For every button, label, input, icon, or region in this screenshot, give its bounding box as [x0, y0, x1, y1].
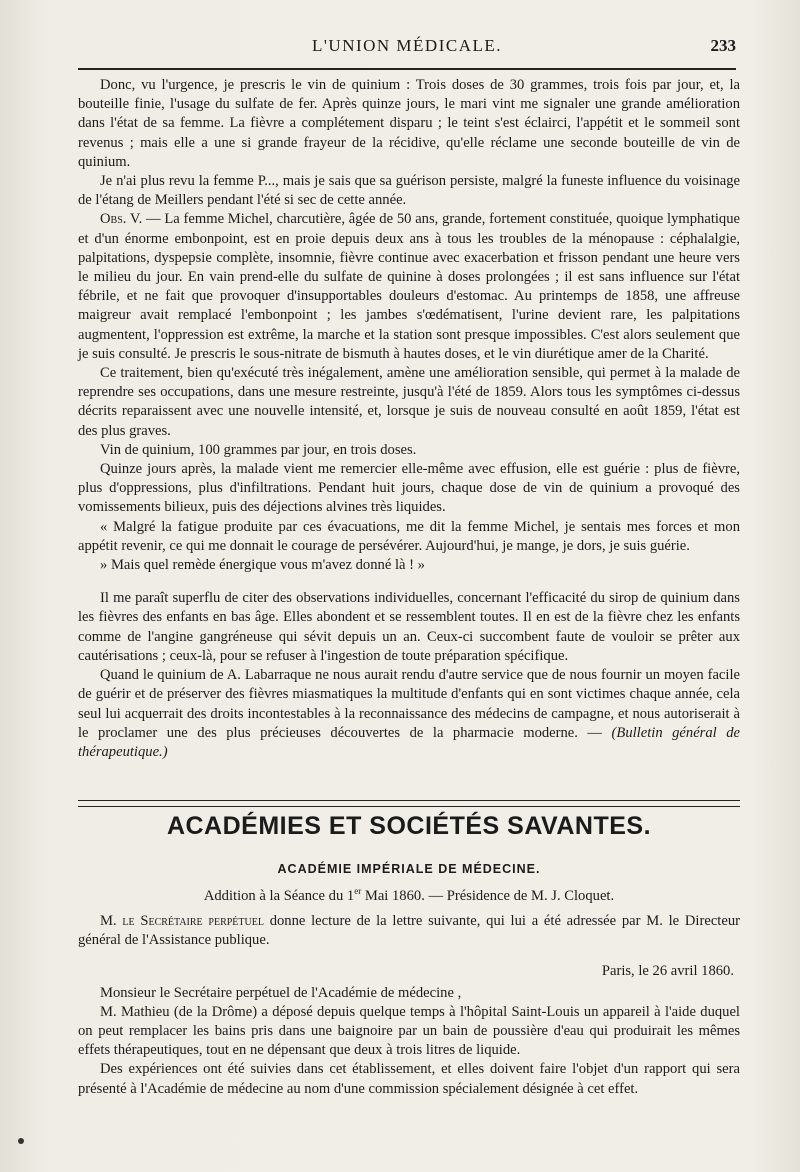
- paragraph: Quinze jours après, la malade vient me remercier elle-même avec effusion, elle est guérie : plus de fièvre, plus d'oppressions, plus d'infiltrations. Pendant huit jours, chaque dose de vin de quinium a provoqué des vomissements bilieux, puis des déjections alvines très liquides.: [78, 461, 740, 516]
- session-heading: [78, 886, 740, 905]
- letter-paragraph: M. Mathieu (de la Drôme) a déposé depuis quelque temps à l'hôpital Saint-Louis un appareil à l'aide duquel on peut remplacer les bains pris dans une baignoire par un bain de poussière d'eau qui produirait les mêmes effets thérapeutiques, tout en ne dépensant que deux à trois litres de liquide.: [78, 1003, 740, 1059]
- paragraph: Vin de quinium, 100 grammes par jour, en trois doses.: [100, 441, 417, 458]
- session-prefix: Addition à la Séance du 1: [203, 887, 355, 904]
- session-sup: er: [354, 886, 362, 896]
- paragraph: Je n'ai plus revu la femme P..., mais je sais que sa guérison persiste, malgré la funeste influence du voisinage de l'étang de Meillers pendant l'été si sec de cette année.: [78, 173, 740, 209]
- observation-label: Obs. V.: [100, 211, 143, 228]
- citation: (Bulletin général de thérapeutique.): [78, 724, 740, 760]
- letter-intro-m: M.: [100, 913, 123, 929]
- paragraph: Donc, vu l'urgence, je prescris le vin de quinium : Trois doses de 30 grammes, trois fois par jour, et, la bouteille finie, l'usage du sulfate de fer. Après quinze jours, le mari vint me signaler une grande amélioration dans l'état de sa femme. La fièvre a complétement disparu ; le teint s'est éclairci, l'appétit et le sommeil sont revenus ; mais elle a une si grande frayeur de la récidive, qu'elle réclame une seconde bouteille de vin de quinium.: [78, 77, 740, 170]
- running-head: L'UNION MÉDICALE.: [311, 36, 503, 55]
- section-divider: [78, 800, 740, 807]
- quotation: » Mais quel remède énergique vous m'avez donné là ! »: [100, 557, 425, 574]
- page-header: [78, 36, 736, 64]
- quotation: « Malgré la fatigue produite par ces évacuations, me dit la femme Michel, je sentais mes forces et mon appétit revenir, ce qui me donnait le courage de persévérer. Aujourd'hui, je mange, je dors, je suis guérie.: [78, 518, 740, 554]
- conclusion-text: Quand le quinium de A. Labarraque ne nous aurait rendu d'autre service que de nous fournir un moyen facile de guérir et de préserver des fièvres miasmatiques la multitude d'enfants qui en sont victimes chaque année, cela seul lui acquerrait des droits incontestables à la reconnaissance des médecins de campagne, et nous autoriserait à le proclamer une des plus précieuses découvertes de la pharmacie moderne. —: [78, 667, 740, 741]
- letter-date: Paris, le 26 avril 1860.: [601, 963, 734, 980]
- letter-intro: [78, 912, 740, 950]
- article-body: [78, 76, 740, 762]
- page-number: 233: [710, 36, 736, 55]
- letter-intro-role: le Secrétaire perpétuel: [122, 913, 264, 929]
- paragraph-conclusion: [78, 666, 740, 762]
- letter-intro-rest: donne lecture de la lettre suivante, qui lui a été adressée par M. le Directeur général de l'Assistance publique.: [78, 913, 740, 949]
- observation-text: — La femme Michel, charcutière, âgée de 50 ans, grande, fortement constituée, quoique lymphatique et d'un énorme embonpoint, est en proie depuis deux ans à tous les troubles de la ménopause : céphalalgie, palpitations, dyspepsie complète, insomnie, fièvre continue avec exacerbation et frisson pendant une heure vers le milieu du jour. En vain prend-elle du sulfate de quinine à doses prolongées ; il est sans influence sur l'état fébrile, et ne fait que provoquer d'insupportables douleurs d'estomac. Au printemps de 1858, une affreuse maigreur avait remplacé l'embonpoint ; les jambes s'œdématisent, l'urine devient rare, les palpitations augmentent, l'oppression est extrême, la marche et la station sont presque impossibles. C'est alors seulement que je suis consulté. Je prescris le sous-nitrate de bismuth à hautes doses, et le vin diurétique amer de la Charité.: [78, 211, 741, 362]
- paragraph: Ce traitement, bien qu'exécuté très inégalement, amène une amélioration sensible, qui permet à la malade de reprendre ses occupations, dans une mesure restreinte, jusqu'à l'été de 1859. Alors tous les symptômes ci-dessus décrits reparaissent avec une nouvelle intensité, et, lorsque je suis de nouveau consulté en août 1859, l'état est des plus graves.: [78, 365, 740, 439]
- observation-paragraph: [78, 210, 740, 364]
- margin-mark: [18, 1138, 24, 1144]
- session-suffix: Mai 1860. — Présidence de M. J. Cloquet.: [361, 887, 615, 904]
- letter-paragraph: Des expériences ont été suivies dans cet établissement, et elles doivent faire l'objet d'un rapport qui sera présenté à l'Académie de médecine au nom d'une commission spécialement désignée à cet effet.: [78, 1061, 740, 1097]
- section-title: ACADÉMIES ET SOCIÉTÉS SAVANTES.: [166, 812, 652, 840]
- letter-body: [78, 912, 740, 1099]
- header-rule: [78, 68, 736, 70]
- paragraph: Il me paraît superflu de citer des observations individuelles, concernant l'efficacité du sirop de quinium dans les fièvres des enfants en bas âge. Elles abondent et se ressemblent toutes. Il en est de la fièvre chez les enfants comme de l'angine gangréneuse qui sévit depuis un an. Ceux-ci succombent faute de vouloir se prêter aux cautérisations ; ceux-là, pour se refuser à l'ingestion de toute préparation spécifique.: [78, 590, 740, 664]
- section-subtitle: ACADÉMIE IMPÉRIALE DE MÉDECINE.: [277, 862, 541, 876]
- letter-salutation: Monsieur le Secrétaire perpétuel de l'Académie de médecine ,: [100, 984, 462, 1001]
